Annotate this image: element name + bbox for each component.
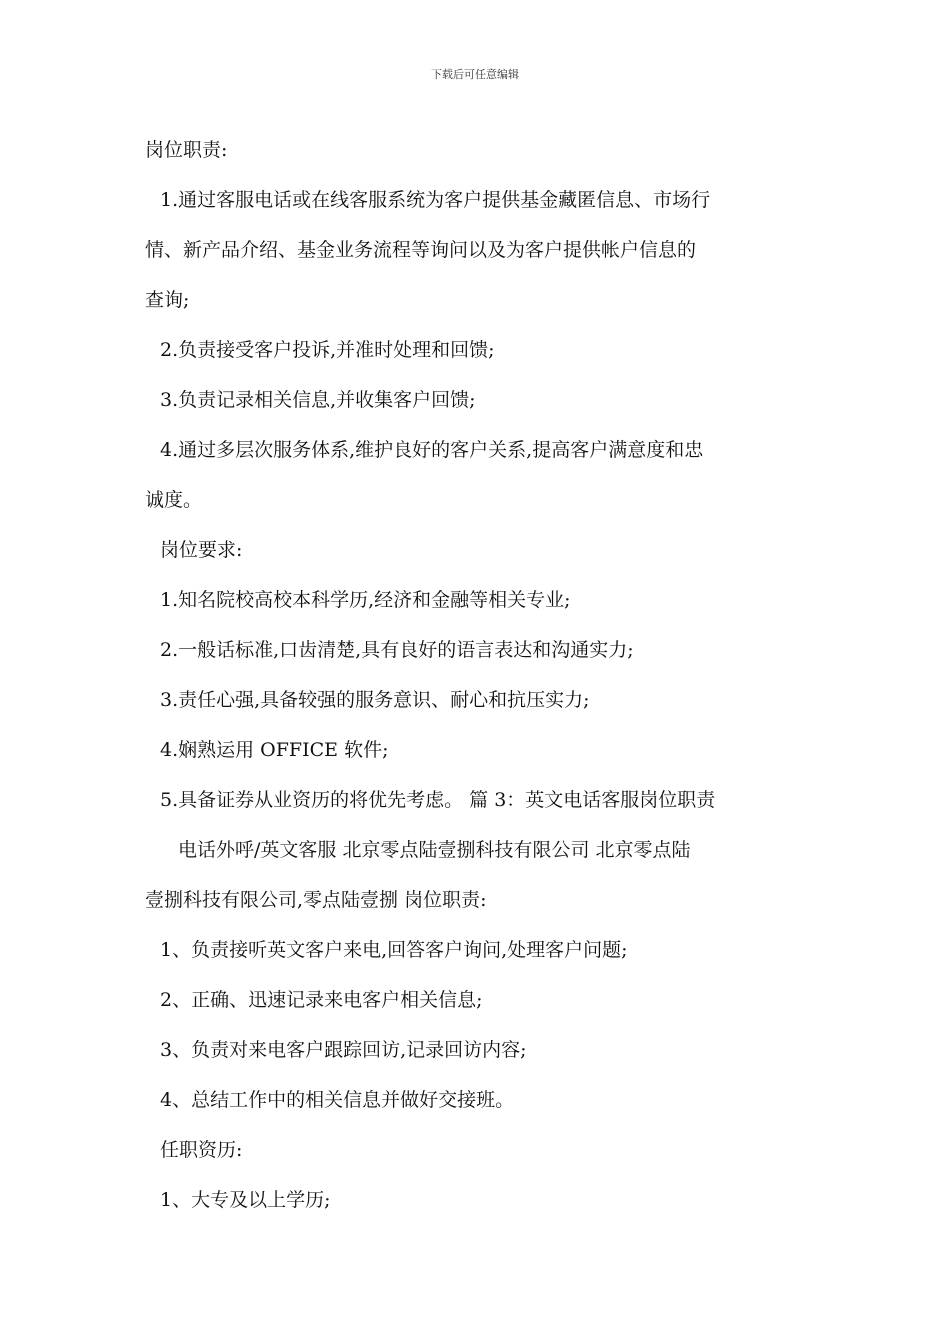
page-header-note: 下载后可任意编辑 xyxy=(431,68,519,81)
paragraph-line: 3.负责记录相关信息,并收集客户回馈; xyxy=(160,389,476,411)
paragraph-line: 3、负责对来电客户跟踪回访,记录回访内容; xyxy=(160,1039,527,1061)
paragraph-line: 2.一般话标准,口齿清楚,具有良好的语言表达和沟通实力; xyxy=(160,639,634,661)
paragraph-line: 诚度。 xyxy=(145,489,203,511)
paragraph-line: 查询; xyxy=(145,289,190,311)
paragraph-line: 1.知名院校高校本科学历,经济和金融等相关专业; xyxy=(160,589,571,611)
paragraph-line: 4.通过多层次服务体系,维护良好的客户关系,提高客户满意度和忠 xyxy=(160,439,704,461)
paragraph-line: 1.通过客服电话或在线客服系统为客户提供基金藏匿信息、市场行 xyxy=(160,189,711,211)
paragraph-line: 2.负责接受客户投诉,并准时处理和回馈; xyxy=(160,339,495,361)
paragraph-line: 情、新产品介绍、基金业务流程等询问以及为客户提供帐户信息的 xyxy=(145,239,697,261)
paragraph-line: 4、总结工作中的相关信息并做好交接班。 xyxy=(160,1089,515,1111)
paragraph-line: 2、正确、迅速记录来电客户相关信息; xyxy=(160,989,483,1011)
paragraph-line: 壹捌科技有限公司,零点陆壹捌 岗位职责: xyxy=(145,889,487,911)
section-heading-duties: 岗位职责: xyxy=(145,139,228,161)
paragraph-line: 5.具备证券从业资历的将优先考虑。 篇 3：英文电话客服岗位职责 xyxy=(160,789,716,811)
paragraph-line: 1、大专及以上学历; xyxy=(160,1189,331,1211)
paragraph-line: 4.娴熟运用 OFFICE 软件; xyxy=(160,739,389,761)
section-heading-requirements: 岗位要求: xyxy=(160,539,243,561)
paragraph-line: 电话外呼/英文客服 北京零点陆壹捌科技有限公司 北京零点陆 xyxy=(178,839,691,861)
paragraph-line: 1、负责接听英文客户来电,回答客户询问,处理客户问题; xyxy=(160,939,628,961)
document-body xyxy=(145,132,810,1232)
paragraph-line: 3.责任心强,具备较强的服务意识、耐心和抗压实力; xyxy=(160,689,590,711)
section-heading-qualifications: 任职资历: xyxy=(160,1139,243,1161)
